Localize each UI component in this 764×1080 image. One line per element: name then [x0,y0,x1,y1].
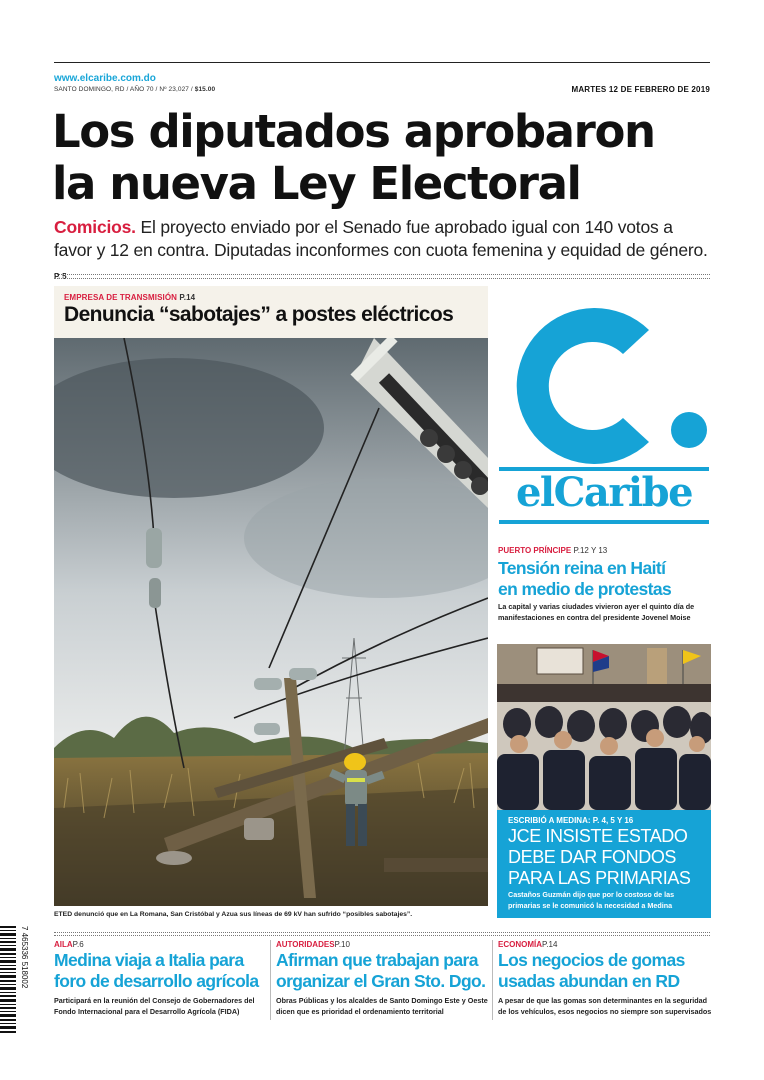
column-separator [270,940,271,1020]
jce-kicker-label: ESCRIBIÓ A MEDINA: [508,816,591,825]
bottom-story-3-title-line1: Los negocios de gomas [498,950,685,970]
haiti-page-ref: P.12 Y 13 [573,546,608,555]
barcode-number: 7 465336 518002 [20,926,29,989]
bottom-story-2-title-line2: organizar el Gran Sto. Dgo. [276,971,486,991]
top-rule [54,62,710,63]
main-story-kicker [64,293,195,302]
power-pole-illustration [54,338,488,906]
website-url[interactable]: www.elcaribe.com.do [54,73,156,84]
price: $15.00 [194,86,216,93]
bottom-story-3-title-line2: usadas abundan en RD [498,971,680,991]
haiti-title-line2: en medio de protestas [498,579,672,599]
bottom-divider [54,932,710,936]
main-kicker-label: EMPRESA DE TRANSMISIÓN [64,293,178,302]
bottom-story-3-title[interactable] [498,950,712,992]
bottom-story-3-kicker [498,940,557,949]
main-story-title[interactable]: Denuncia “sabotajes” a postes eléctricos [64,303,454,326]
haiti-kicker [498,546,607,555]
bottom-story-2-kicker [276,940,350,949]
bottom-story-3-kicker-label: ECONOMÍA [498,940,542,949]
edition-meta [54,86,215,93]
bottom-story-1-kicker-label: AILA [54,940,73,949]
bottom-story-2-page-ref: P.10 [334,940,350,949]
power-pole-photo [54,338,488,906]
main-page-ref: P.14 [179,293,196,302]
jce-title-line2: DEBE DAR FONDOS [508,847,677,867]
bottom-story-2-title[interactable] [276,950,490,992]
bottom-story-2-kicker-label: AUTORIDADES [276,940,335,949]
bottom-story-1-title-line2: foro de desarrollo agrícola [54,971,259,991]
issue-date: MARTES 12 DE FEBRERO DE 2019 [571,85,710,94]
lead-headline-line2: la nueva Ley Electoral [52,157,581,210]
bottom-story-1-kicker [54,940,84,949]
section-divider [54,274,710,279]
lead-headline[interactable] [52,106,722,210]
lead-kicker: Comicios. [54,217,136,237]
lead-headline-line1: Los diputados aprobaron [52,105,655,158]
bottom-story-3-page-ref: P.14 [542,940,558,949]
lead-page-ref: P. 5 [54,272,67,281]
bottom-story-2-title-line1: Afirman que trabajan para [276,950,478,970]
barcode [0,926,30,1034]
lead-deck-text: El proyecto enviado por el Senado fue aprobado igual con 140 votos a favor y 12 en contra. Diputadas inconformes con cuota femenina y equidad de género. [54,217,708,260]
jce-title[interactable] [508,826,708,889]
jce-summary: Castaños Guzmán dijo que por lo costoso de las primarias se le comunicó la necesidad a Medina [508,890,675,910]
bottom-story-3-summary: A pesar de que las gomas son determinantes en la seguridad de los vehículos, esos negocios no siempre son supervisados [498,996,712,1016]
haiti-summary: La capital y varias ciudades vivieron ayer el quinto día de manifestaciones en contra del presidente Jovenel Moise [498,602,695,622]
haiti-kicker-label: PUERTO PRÍNCIPE [498,546,572,555]
bottom-story-1-page-ref: P.6 [72,940,84,949]
bottom-story-1-summary: Participará en la reunión del Consejo de Gobernadores del Fondo Internacional para el Desarrollo Agrícola (FIDA) [54,996,255,1016]
logo-wordmark: elCaribe [515,469,693,516]
jce-title-line1: JCE INSISTE ESTADO [508,826,688,846]
bottom-story-1-title[interactable] [54,950,268,992]
haiti-title-line1: Tensión reina en Haití [498,558,666,578]
jce-kicker [508,816,633,825]
jce-title-line3: PARA LAS PRIMARIAS [508,868,691,888]
meeting-illustration [497,644,711,810]
bottom-story-2-summary: Obras Públicas y los alcaldes de Santo Domingo Este y Oeste dicen que es prioridad el ordenamiento territorial [276,996,488,1016]
photo-caption: ETED denunció que en La Romana, San Cristóbal y Azua sus líneas de 69 kV han sufrido “posibles sabotajes”. [54,911,413,918]
column-separator [492,940,493,1020]
edition-info: SANTO DOMINGO, RD / AÑO 70 / Nº 23,027 / [54,86,193,93]
jce-page-ref: P. 4, 5 Y 16 [592,816,634,825]
jce-meeting-photo [497,644,711,810]
bottom-story-1-title-line1: Medina viaja a Italia para [54,950,244,970]
elcaribe-logo[interactable] [497,284,711,528]
haiti-title[interactable] [498,558,712,600]
